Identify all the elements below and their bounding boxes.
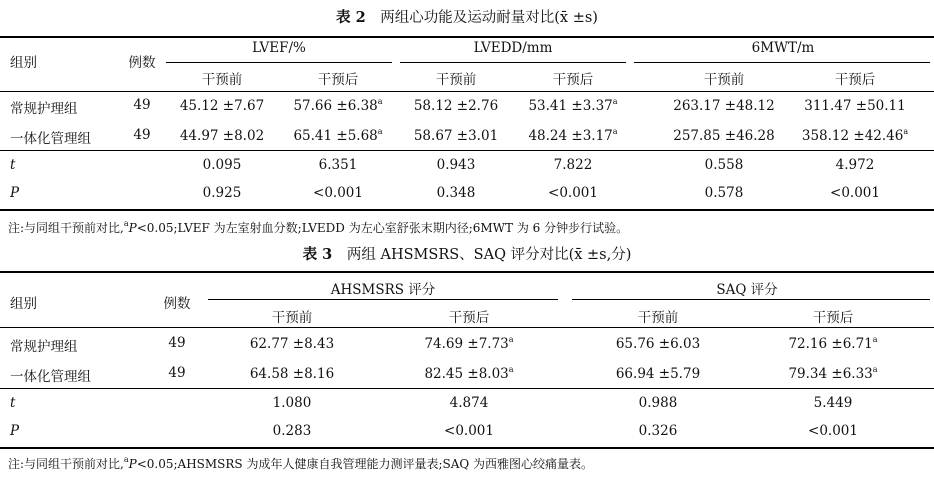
table2-header-metric: LVEF/% [252, 40, 306, 56]
table2-title: 两组心功能及运动耐量对比(x̄ ±s) [380, 10, 598, 26]
table2-cell-value: 45.12 ±7.67 [179, 98, 265, 114]
table2-stat-value: 0.348 [436, 185, 476, 201]
table2-cell-value: 311.47 ±50.11 [804, 98, 906, 114]
table3-bottom-rule [0, 447, 934, 449]
table2-stat-value: 0.558 [704, 157, 744, 173]
footnote-prefix: 注:与同组干预前对比, [8, 221, 124, 235]
table3-cell [424, 335, 513, 352]
table3-stat-value: 0.326 [638, 423, 678, 439]
table2-stat-value: 7.822 [553, 157, 593, 173]
table2-stat-value: 0.943 [436, 157, 476, 173]
table3-sub-header: 干预前 [271, 310, 313, 326]
table3-header-group: 组别 [10, 296, 37, 312]
table3-number: 表 3 [302, 246, 333, 263]
table2-top-rule [0, 36, 934, 38]
table3-row-count: 49 [168, 365, 186, 381]
table2-header-rule [0, 91, 934, 92]
table3-cell-value: 66.94 ±5.79 [615, 366, 701, 382]
table2-cell-value: 257.85 ±46.28 [673, 128, 775, 144]
table3-sub-header: 干预前 [637, 310, 679, 326]
table2-cell-value: 358.12 ±42.46 [801, 128, 904, 144]
table2-row-group: 一体化管理组 [10, 131, 91, 147]
table2-stat-value: <0.001 [313, 185, 363, 201]
table2-cell [293, 127, 382, 144]
table2-header-metric: 6MWT/m [751, 40, 815, 56]
table2-header-metric: LVEDD/mm [473, 40, 553, 56]
table3-sub-header: 干预后 [448, 310, 490, 326]
table2-row-count: 49 [133, 127, 151, 143]
table2-cell [802, 127, 908, 144]
table3-stat-value: 4.874 [449, 395, 489, 411]
table2-group-rule [166, 62, 392, 63]
significance-mark: a [872, 335, 878, 344]
table3-caption [0, 243, 934, 264]
table2-cell-value: 48.24 ±3.17 [528, 128, 613, 144]
table2-cell [528, 97, 617, 114]
table3-group-rule [572, 299, 930, 300]
footnote-p: P [128, 221, 137, 235]
table2-cell [804, 97, 906, 114]
table2-cell [180, 127, 264, 144]
table2-sub-header: 干预前 [703, 72, 745, 88]
table3-cell-value: 82.45 ±8.03 [424, 366, 509, 382]
table3-stat-label: P [10, 423, 20, 439]
table2-stat-label: t [10, 157, 16, 173]
table3-row-group: 一体化管理组 [10, 369, 91, 385]
table3-header-count: 例数 [163, 296, 191, 312]
table2-stat-value: 0.578 [704, 185, 744, 201]
table3-header-rule [0, 327, 934, 328]
table2-stat-value: 4.972 [835, 157, 875, 173]
table2-group-rule [400, 62, 626, 63]
table2-sub-header: 干预前 [435, 72, 477, 88]
table2-number: 表 2 [336, 9, 366, 26]
table3-cell-value: 64.58 ±8.16 [249, 366, 335, 382]
table3-stat-value: <0.001 [444, 423, 494, 439]
table3-cell-value: 79.34 ±6.33 [788, 366, 873, 382]
table2-sub-header: 干预后 [834, 72, 876, 88]
footnote-p: P [128, 457, 137, 471]
table2-cell [528, 127, 617, 144]
table3-cell-value: 65.76 ±6.03 [615, 336, 701, 352]
significance-mark: a [123, 455, 129, 464]
table3-cell-value: 72.16 ±6.71 [788, 336, 873, 352]
table2-sub-header: 干预前 [201, 72, 243, 88]
significance-mark: a [508, 335, 514, 344]
table2-footnote [8, 219, 628, 236]
table3-row-group: 常规护理组 [10, 339, 78, 355]
table3-cell [788, 335, 877, 352]
table2-stat-label: P [10, 185, 20, 201]
table2-stat-value: 0.095 [202, 157, 242, 173]
significance-mark: a [377, 97, 383, 106]
table2-row-count: 49 [133, 97, 151, 113]
table2-cell [673, 127, 775, 144]
significance-mark: a [612, 97, 618, 106]
table2-cell-value: 65.41 ±5.68 [293, 128, 378, 144]
table3-cell [616, 365, 700, 382]
footnote-text: <0.05;LVEF 为左室射血分数;LVEDD 为左心室舒张末期内径;6MWT 为 6 分钟步行试验。 [136, 221, 629, 235]
table3-data-rule [0, 388, 934, 389]
table3-cell [250, 335, 334, 352]
table2-cell [414, 97, 498, 114]
table2-caption [0, 6, 934, 27]
table3-header-metric: SAQ 评分 [716, 282, 778, 298]
table2-group-rule [634, 62, 930, 63]
table3-footnote [8, 455, 593, 472]
table2-cell [673, 97, 775, 114]
table3-header-metric: AHSMSRS 评分 [330, 282, 436, 298]
table3-sub-header: 干预后 [812, 310, 854, 326]
table2-stat-value: 6.351 [318, 157, 358, 173]
table2-cell-value: 44.97 ±8.02 [179, 128, 265, 144]
table3-title: 两组 AHSMSRS、SAQ 评分对比(x̄ ±s,分) [346, 247, 632, 263]
table2-cell-value: 263.17 ±48.12 [673, 98, 775, 114]
significance-mark: a [903, 127, 909, 136]
table3-cell [424, 365, 513, 382]
table3-cell [788, 365, 877, 382]
table2-cell [414, 127, 498, 144]
table2-stat-value: <0.001 [830, 185, 880, 201]
table2-cell [293, 97, 382, 114]
table3-stat-value: 0.988 [638, 395, 678, 411]
table2-cell-value: 57.66 ±6.38 [293, 98, 378, 114]
table2-cell [180, 97, 264, 114]
significance-mark: a [612, 127, 618, 136]
significance-mark: a [508, 365, 514, 374]
table2-sub-header: 干预后 [552, 72, 594, 88]
table3-stat-value: 5.449 [813, 395, 853, 411]
table2-header-group: 组别 [10, 55, 37, 71]
table3-cell [616, 335, 700, 352]
footnote-text: <0.05;AHSMSRS 为成年人健康自我管理能力测评量表;SAQ 为西雅图心绞痛量表。 [136, 457, 594, 471]
significance-mark: a [123, 219, 129, 228]
table3-cell-value: 62.77 ±8.43 [249, 336, 335, 352]
table2-stat-value: <0.001 [548, 185, 598, 201]
table3-top-rule [0, 271, 934, 273]
table2-header-count: 例数 [128, 55, 156, 71]
table3-stat-value: 1.080 [272, 395, 312, 411]
table2-cell-value: 58.67 ±3.01 [413, 128, 499, 144]
significance-mark: a [377, 127, 383, 136]
table2-cell-value: 53.41 ±3.37 [528, 98, 613, 114]
table3-cell [250, 365, 334, 382]
table2-sub-header: 干预后 [317, 72, 359, 88]
table3-stat-label: t [10, 395, 16, 411]
table3-stat-value: 0.283 [272, 423, 312, 439]
significance-mark: a [872, 365, 878, 374]
table3-stat-value: <0.001 [808, 423, 858, 439]
table2-stat-value: 0.925 [202, 185, 242, 201]
table2-cell-value: 58.12 ±2.76 [413, 98, 499, 114]
table3-row-count: 49 [168, 335, 186, 351]
table2-data-rule [0, 150, 934, 151]
table3-group-rule [208, 299, 558, 300]
footnote-prefix: 注:与同组干预前对比, [8, 457, 124, 471]
table2-bottom-rule [0, 209, 934, 211]
table3-cell-value: 74.69 ±7.73 [424, 336, 509, 352]
table2-row-group: 常规护理组 [10, 101, 78, 117]
